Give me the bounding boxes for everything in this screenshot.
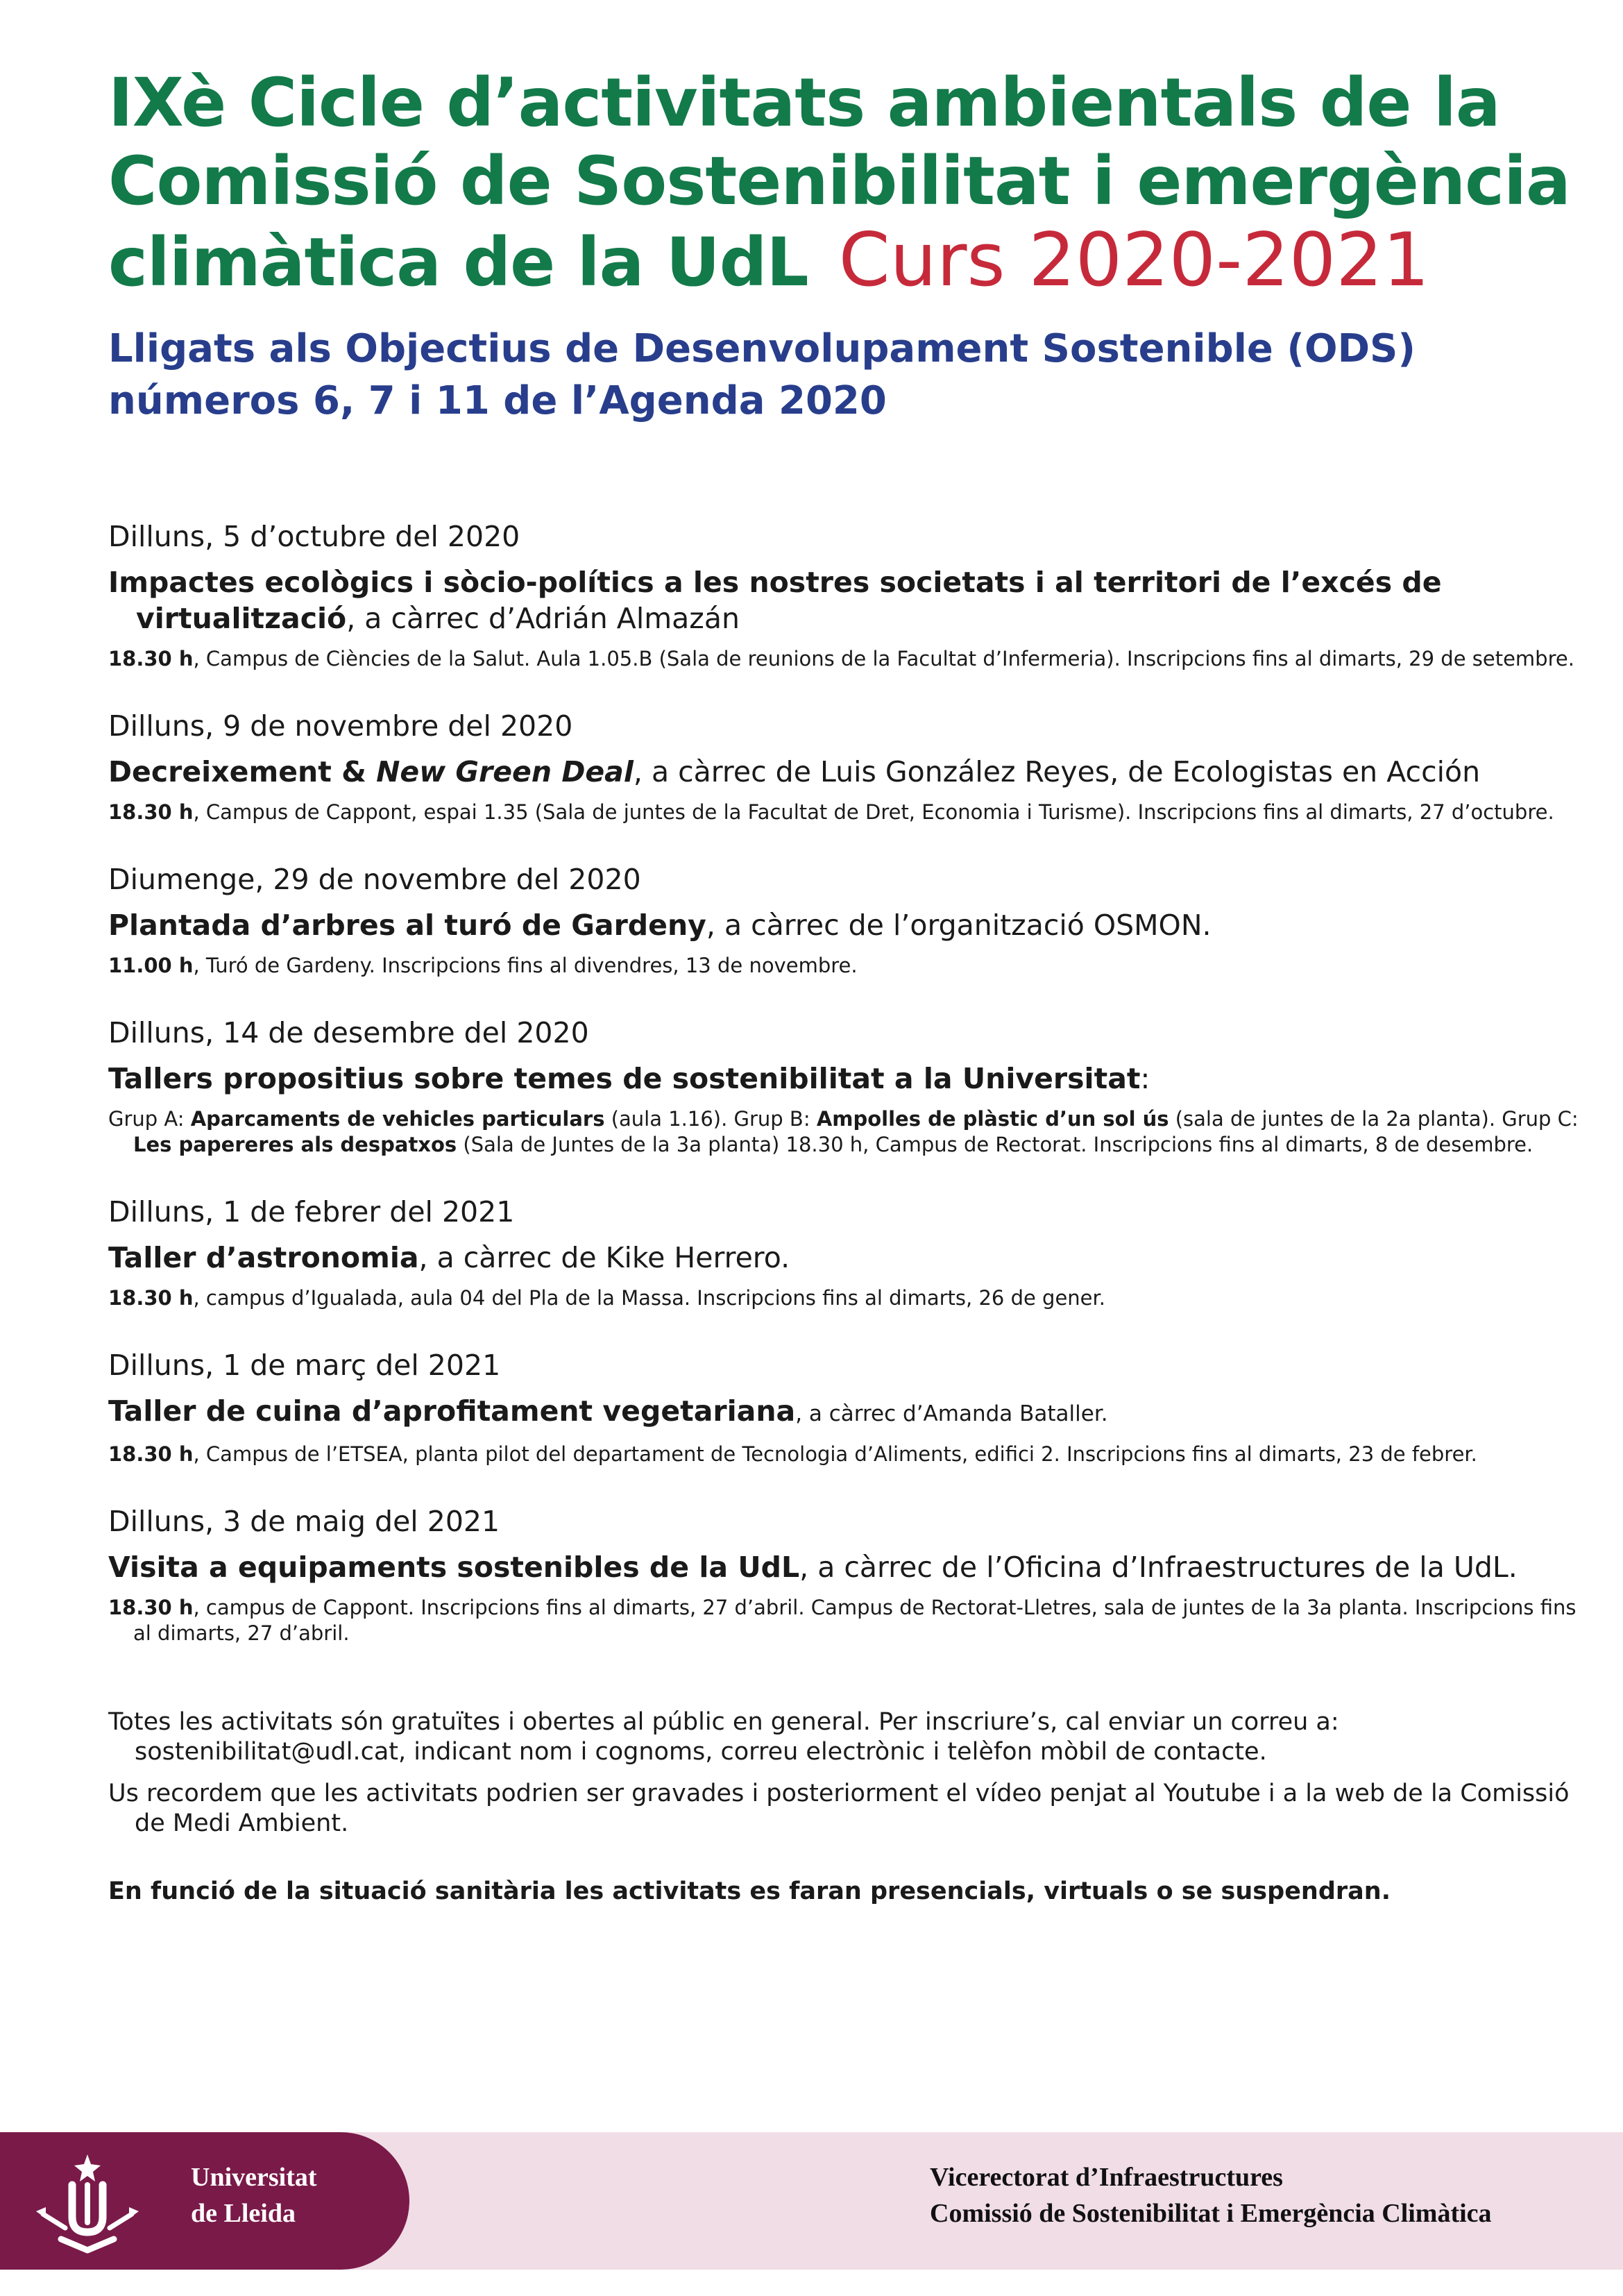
event-speaker: , a càrrec d’Amanda Bataller.: [795, 1401, 1108, 1426]
footer-band: [0, 2132, 1623, 2270]
office-line-1: Vicerectorat d’Infraestructures: [930, 2163, 1283, 2192]
event-speaker: , a càrrec d’Adrián Almazán: [346, 602, 740, 635]
event-details: [108, 1285, 1579, 1311]
event-details-text: , Turó de Gardeny. Inscripcions fins al divendres, 13 de novembre.: [193, 954, 858, 977]
event-details: [108, 1442, 1579, 1467]
event-time: 18.30 h: [108, 647, 194, 670]
subtitle-line-2: números 6, 7 i 11 de l’Agenda 2020: [108, 378, 887, 423]
event-title-text: Tallers propositius sobre temes de sostenibilitat a la Universitat: [108, 1062, 1141, 1095]
event-item: [108, 860, 1579, 979]
udl-logo-block: [0, 2132, 409, 2270]
event-details: [108, 953, 1579, 979]
event-title-italic: New Green Deal: [376, 755, 634, 788]
event-title: [108, 1549, 1579, 1585]
event-title: [108, 907, 1579, 943]
event-title: [108, 1393, 1579, 1432]
event-time: 18.30 h: [108, 800, 194, 824]
group-a-room: (aula 1.16). Grup B:: [604, 1107, 817, 1131]
udl-logo-icon: [18, 2145, 157, 2257]
title-line-2: Comissió de Sostenibilitat i emergència: [108, 142, 1570, 220]
university-name-line-1: Universitat: [191, 2163, 317, 2192]
event-title-text: Visita a equipaments sostenibles de la UdL: [108, 1551, 800, 1584]
event-details-text: , campus d’Igualada, aula 04 del Pla de la Massa. Inscripcions fins al dimarts, 26 de gener.: [193, 1286, 1105, 1310]
event-speaker: :: [1140, 1062, 1150, 1095]
event-speaker: , a càrrec de l’Oficina d’Infraestructures de la UdL.: [799, 1551, 1518, 1584]
event-title: [108, 754, 1579, 790]
event-speaker: , a càrrec de Luis González Reyes, de Ecologistas en Acción: [633, 755, 1481, 788]
event-time: 11.00 h: [108, 954, 194, 977]
event-title-text: Plantada d’arbres al turó de Gardeny: [108, 909, 706, 942]
event-speaker: , a càrrec de l’organització OSMON.: [706, 909, 1212, 942]
event-title-text: Taller de cuina d’aprofitament vegetariana: [108, 1394, 796, 1428]
registration-note: Totes les activitats són gratuïtes i obertes al públic en general. Per inscriure’s, cal enviar un correu a: sostenibilitat@udl.cat, indicant nom i cognoms, correu electrònic i telèfon mòbil de contacte.: [108, 1708, 1339, 1766]
title-line-3: climàtica de la UdL: [108, 223, 808, 301]
event-details-text: , Campus de l’ETSEA, planta pilot del departament de Tecnologia d’Aliments, edifici 2. Inscripcions fins al dimarts, 23 de febrer.: [193, 1442, 1477, 1466]
recording-note: Us recordem que les activitats podrien ser gravades i posteriorment el vídeo penjat al Youtube i a la web de la Comissió de Medi Ambient.: [108, 1780, 1570, 1837]
university-name: [191, 2159, 317, 2231]
event-item: [108, 1346, 1579, 1467]
event-time: 18.30 h: [108, 1286, 194, 1310]
office-line-2: Comissió de Sostenibilitat i Emergència Climàtica: [930, 2199, 1492, 2228]
event-speaker: , a càrrec de Kike Herrero.: [418, 1241, 790, 1274]
event-time: 18.30 h: [108, 1442, 194, 1466]
university-name-line-2: de Lleida: [191, 2199, 296, 2228]
event-title-text: Taller d’astronomia: [108, 1241, 419, 1274]
event-time: 18.30 h: [108, 1596, 194, 1619]
page-title: [108, 64, 1579, 302]
event-title-text: Decreixement &: [108, 755, 377, 788]
event-item: [108, 1013, 1579, 1158]
event-item: [108, 1192, 1579, 1311]
event-date: Dilluns, 3 de maig del 2021: [108, 1505, 500, 1538]
event-list: [108, 517, 1579, 1646]
title-line-1: IXè Cicle d’activitats ambientals de la: [108, 64, 1500, 142]
event-date: Dilluns, 1 de març del 2021: [108, 1349, 501, 1382]
event-date: Dilluns, 9 de novembre del 2020: [108, 709, 573, 743]
event-details: [108, 646, 1579, 672]
group-a-prefix: Grup A:: [108, 1107, 191, 1131]
event-details-text: , Campus de Ciències de la Salut. Aula 1.05.B (Sala de reunions de la Facultat d’Infermeria). Inscripcions fins al dimarts, 29 de setembre.: [193, 647, 1574, 670]
event-title: [108, 1240, 1579, 1276]
office-name: [930, 2159, 1492, 2231]
event-date: Dilluns, 14 de desembre del 2020: [108, 1016, 589, 1049]
group-c-title: Les papereres als despatxos: [133, 1133, 457, 1156]
footer-notes: [108, 1707, 1579, 1839]
event-title: [108, 1061, 1579, 1097]
event-details: [108, 1595, 1579, 1646]
group-c-room: (Sala de Juntes de la 3a planta) 18.30 h, Campus de Rectorat. Inscripcions fins al dimarts, 8 de desembre.: [457, 1133, 1533, 1156]
event-item: [108, 1502, 1579, 1646]
event-item: [108, 517, 1579, 672]
event-title-text: Impactes ecològics i sòcio-polítics a les nostres societats i al territori de l’excés de virtualització: [108, 566, 1442, 635]
sanitary-warning: En funció de la situació sanitària les activitats es faran presencials, virtuals o se suspendran.: [108, 1877, 1391, 1905]
subtitle-line-1: Lligats als Objectius de Desenvolupament Sostenible (ODS): [108, 326, 1416, 371]
group-a-title: Aparcaments de vehicles particulars: [190, 1107, 605, 1131]
event-details: [108, 1106, 1579, 1158]
page-subtitle: [108, 323, 1579, 427]
event-date: Diumenge, 29 de novembre del 2020: [108, 863, 641, 896]
event-details-text: , Campus de Cappont, espai 1.35 (Sala de juntes de la Facultat de Dret, Economia i Turisme). Inscripcions fins al dimarts, 27 d’octubre.: [193, 800, 1554, 824]
poster: [108, 64, 1579, 1905]
group-b-title: Ampolles de plàstic d’un sol ús: [816, 1107, 1169, 1131]
event-date: Dilluns, 5 d’octubre del 2020: [108, 520, 520, 553]
event-details: [108, 800, 1579, 825]
event-item: [108, 707, 1579, 825]
course-label: Curs 2020-2021: [838, 217, 1430, 303]
group-b-room: (sala de juntes de la 2a planta). Grup C:: [1169, 1107, 1579, 1131]
event-date: Dilluns, 1 de febrer del 2021: [108, 1195, 515, 1229]
event-title: [108, 564, 1579, 636]
event-details-text: , campus de Cappont. Inscripcions fins al dimarts, 27 d’abril. Campus de Rectorat-Lletres, sala de juntes de la 3a planta. Inscripcions fins al dimarts, 27 d’abril.: [133, 1596, 1577, 1645]
